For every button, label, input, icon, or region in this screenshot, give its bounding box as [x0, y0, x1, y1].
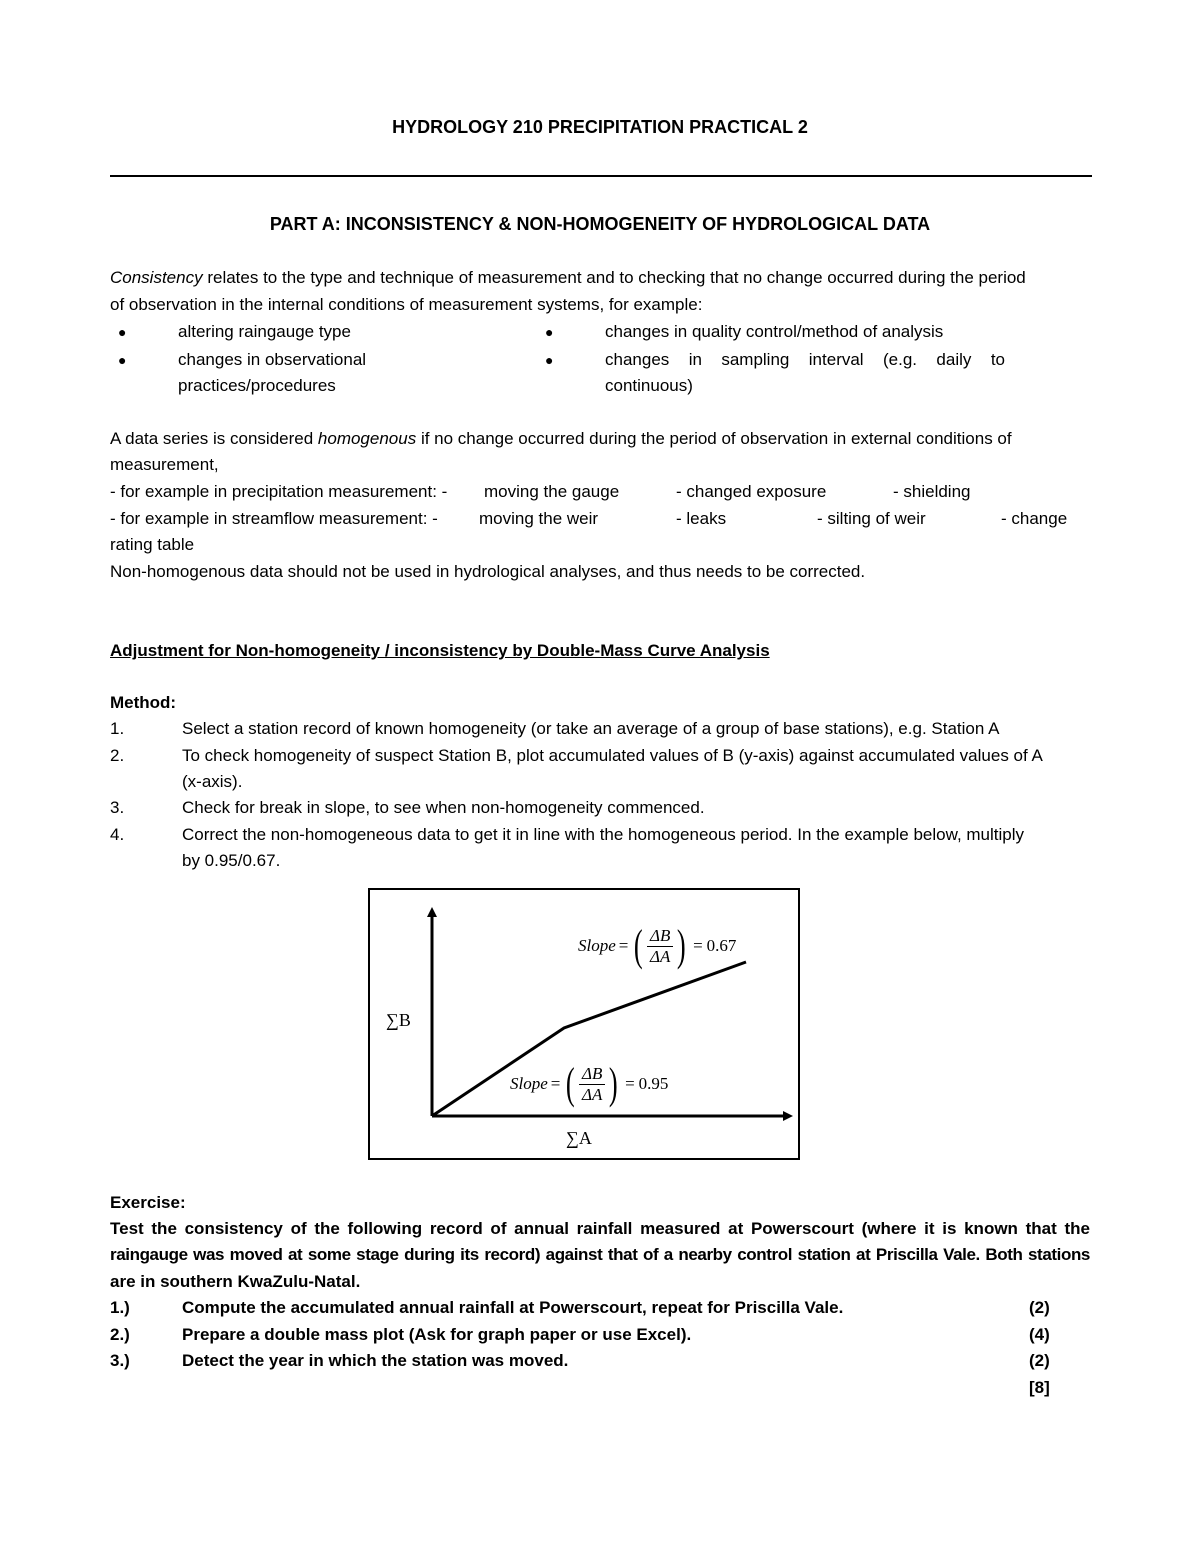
- bullet-right-1: changes in quality control/method of analysis: [605, 322, 944, 341]
- slope-fraction: [579, 1064, 605, 1105]
- consistency-paragraph-line2: of observation in the internal conditions of measurement systems, for example:: [110, 295, 703, 314]
- task-text: Detect the year in which the station was moved.: [182, 1351, 569, 1370]
- stream-example-lead: - for example in streamflow measurement: -: [110, 509, 438, 528]
- fraction-denominator: ΔA: [650, 946, 671, 966]
- equals-sign: =: [693, 936, 703, 955]
- task-marks: (4): [1029, 1325, 1050, 1344]
- stream-example-a: moving the weir: [479, 509, 599, 528]
- double-mass-curve-figure: [368, 888, 800, 1160]
- x-axis-label: ∑A: [566, 1128, 592, 1148]
- step-text-cont: by 0.95/0.67.: [182, 851, 281, 870]
- total-marks: [8]: [1029, 1378, 1050, 1397]
- method-label: Method:: [110, 693, 177, 712]
- step-number: 4.: [110, 825, 125, 844]
- stream-example-d: - change: [1001, 509, 1068, 528]
- fraction-numerator: ΔB: [647, 926, 673, 947]
- consistency-term: Consistency: [110, 268, 203, 287]
- upper-slope-equation: [578, 921, 737, 970]
- exercise-intro-line3: are in southern KwaZulu-Natal.: [110, 1272, 361, 1291]
- exercise-intro-line2: raingauge was moved at some stage during its record) against that of a nearby control station at Priscilla Vale. Both stations: [110, 1245, 1090, 1264]
- precip-example-b: - changed exposure: [676, 482, 827, 501]
- equals-sign: =: [625, 1074, 635, 1093]
- bullet-right-2: changes in sampling interval (e.g. daily to: [605, 350, 1005, 369]
- stream-example-c: - silting of weir: [817, 509, 926, 528]
- lower-slope-equation: [510, 1059, 669, 1108]
- paren-open: (: [634, 921, 644, 970]
- slope-word: Slope: [510, 1074, 548, 1093]
- exercise-intro-line1: Test the consistency of the following record of annual rainfall measured at Powerscourt (where it is known that the: [110, 1219, 1090, 1238]
- stream-example-b: - leaks: [676, 509, 727, 528]
- homogeneity-paragraph-line1: [110, 429, 1012, 449]
- bullet-icon: ●: [118, 352, 127, 368]
- task-marks: (2): [1029, 1351, 1050, 1370]
- step-text: Correct the non-homogeneous data to get it in line with the homogeneous period. In the example below, multiply: [182, 825, 1025, 844]
- exercise-label: Exercise:: [110, 1193, 186, 1212]
- slope-value: 0.95: [638, 1074, 669, 1093]
- step-text: Select a station record of known homogeneity (or take an average of a group of base stations), e.g. Station A: [182, 719, 1000, 738]
- consistency-text: relates to the type and technique of measurement and to checking that no change occurred during the period: [202, 268, 1026, 287]
- adjustment-heading: Adjustment for Non-homogeneity / inconsistency by Double-Mass Curve Analysis: [110, 641, 770, 660]
- task-text: Compute the accumulated annual rainfall at Powerscourt, repeat for Priscilla Vale.: [182, 1298, 844, 1317]
- bullet-icon: ●: [118, 324, 127, 340]
- step-number: 1.: [110, 719, 125, 738]
- precip-example-lead: - for example in precipitation measurement: -: [110, 482, 448, 501]
- paren-close: ): [609, 1059, 619, 1108]
- precip-example-c: - shielding: [893, 482, 971, 501]
- equals-sign: =: [550, 1074, 561, 1093]
- slope-fraction: [647, 926, 673, 967]
- consistency-paragraph-line1: [110, 268, 1026, 288]
- y-axis-label: ∑B: [386, 1010, 411, 1030]
- bullet-icon: ●: [545, 352, 554, 368]
- task-marks: (2): [1029, 1298, 1050, 1317]
- slope-value: 0.67: [706, 936, 737, 955]
- step-text-cont: (x-axis).: [182, 772, 243, 791]
- step-number: 2.: [110, 746, 125, 765]
- bullet-icon: ●: [545, 324, 554, 340]
- stream-example-line2: rating table: [110, 535, 195, 554]
- step-text: Check for break in slope, to see when non-homogeneity commenced.: [182, 798, 705, 817]
- task-number: 1.): [110, 1298, 130, 1317]
- homogeneity-term: homogenous: [317, 429, 417, 448]
- bullet-left-2: changes in observational: [178, 350, 367, 369]
- bullet-right-2-cont: continuous): [605, 376, 693, 395]
- task-number: 3.): [110, 1351, 130, 1370]
- page-title: HYDROLOGY 210 PRECIPITATION PRACTICAL 2: [392, 117, 808, 137]
- non-homogenous-note: Non-homogenous data should not be used in hydrological analyses, and thus needs to be corrected.: [110, 562, 866, 581]
- step-text: To check homogeneity of suspect Station B, plot accumulated values of B (y-axis) against accumulated values of A: [182, 746, 1043, 765]
- homogeneity-suffix: if no change occurred during the period of observation in external conditions of: [416, 429, 1012, 448]
- task-text: Prepare a double mass plot (Ask for graph paper or use Excel).: [182, 1325, 692, 1344]
- paren-open: (: [566, 1059, 576, 1108]
- part-a-heading: PART A: INCONSISTENCY & NON-HOMOGENEITY OF HYDROLOGICAL DATA: [269, 214, 931, 234]
- bullet-left-2-cont: practices/procedures: [178, 376, 336, 395]
- fraction-numerator: ΔB: [579, 1064, 605, 1085]
- paren-close: ): [677, 921, 687, 970]
- slope-word: Slope: [578, 936, 616, 955]
- precip-example-a: moving the gauge: [484, 482, 620, 501]
- homogeneity-paragraph-line2: measurement,: [110, 455, 219, 474]
- title-divider: [110, 175, 1092, 177]
- fraction-denominator: ΔA: [582, 1084, 603, 1104]
- task-number: 2.): [110, 1325, 130, 1344]
- homogeneity-prefix: A data series is considered: [110, 429, 318, 448]
- step-number: 3.: [110, 798, 125, 817]
- equals-sign: =: [618, 936, 629, 955]
- bullet-left-1: altering raingauge type: [178, 322, 351, 341]
